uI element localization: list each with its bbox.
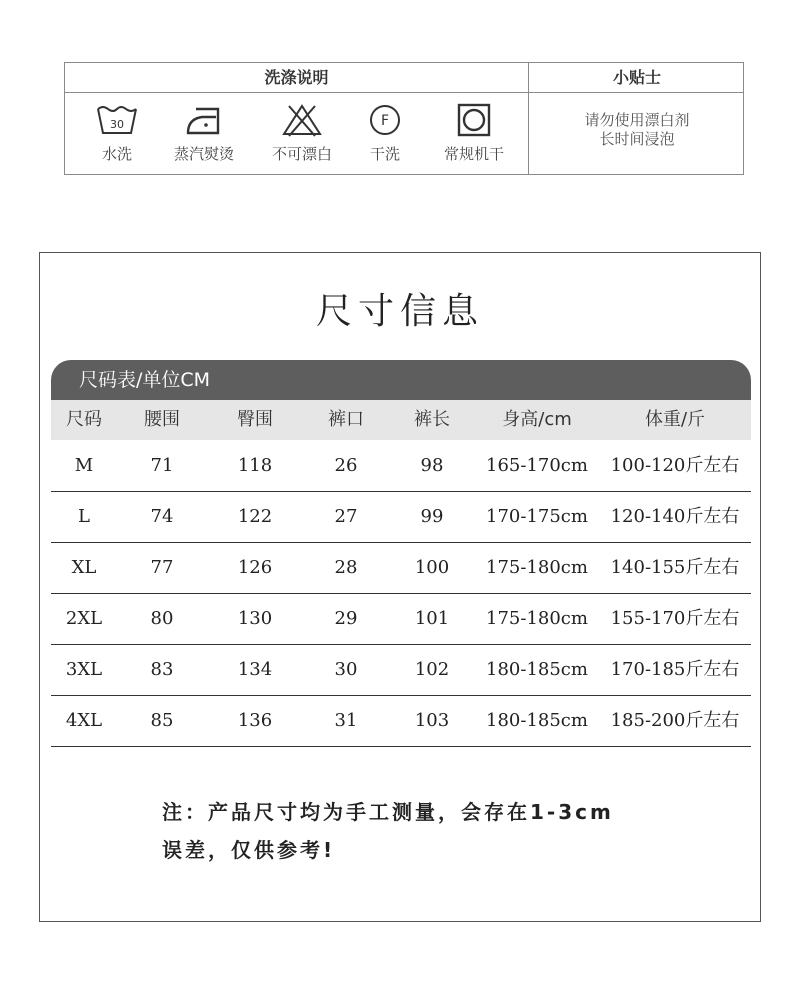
- table-cell: 28: [334, 557, 358, 578]
- column-header: 裤口: [328, 409, 364, 430]
- table-cell: 77: [150, 557, 174, 578]
- table-cell: 120-140斤左右: [610, 506, 740, 527]
- table-cell: 140-155斤左右: [610, 557, 740, 578]
- measurement-note: [162, 793, 614, 869]
- care-item-steam-iron: [159, 103, 249, 164]
- column-header: 身高/cm: [502, 409, 572, 430]
- table-cell: 155-170斤左右: [610, 608, 740, 629]
- care-item-wash: [72, 103, 162, 164]
- column-header: 体重/斤: [644, 409, 706, 430]
- table-cell: 2XL: [65, 608, 103, 629]
- table-cell: 185-200斤左右: [610, 710, 740, 731]
- table-cell: 180-185cm: [486, 659, 588, 680]
- table-cell: 101: [414, 608, 450, 629]
- table-cell: 100: [414, 557, 450, 578]
- table-cell: 85: [150, 710, 174, 731]
- table-cell: 27: [334, 506, 358, 527]
- table-cell: 31: [334, 710, 358, 731]
- care-item-dry-clean: [340, 103, 430, 164]
- tumble-dry-icon: [452, 103, 496, 137]
- column-header: 腰围: [144, 409, 180, 430]
- care-label-tumble-dry: 常规机干: [443, 145, 504, 163]
- care-title: 洗涤说明: [264, 68, 329, 87]
- note-line: 注：产品尺寸均为手工测量，会存在1-3cm: [162, 800, 614, 824]
- column-header: 裤长: [414, 409, 450, 430]
- table-cell: 71: [150, 455, 174, 476]
- table-cell: 26: [334, 455, 358, 476]
- column-header: 臀围: [237, 409, 273, 430]
- care-item-tumble-dry: [429, 103, 519, 164]
- table-cell: 134: [237, 659, 273, 680]
- table-cell: 175-180cm: [486, 608, 588, 629]
- no-bleach-icon: [280, 103, 324, 137]
- care-label-no-bleach: 不可漂白: [271, 145, 332, 163]
- care-label-dry-clean: 干洗: [369, 145, 400, 163]
- table-cell: 118: [237, 455, 273, 476]
- dry-clean-icon: [363, 103, 407, 137]
- table-cell: 3XL: [65, 659, 103, 680]
- note-line: 误差，仅供参考!: [162, 838, 336, 862]
- table-cell: 4XL: [65, 710, 103, 731]
- care-label-steam-iron: 蒸汽熨烫: [173, 145, 234, 163]
- size-info-panel: [39, 252, 761, 922]
- table-cell: 30: [334, 659, 358, 680]
- table-cell: 102: [414, 659, 450, 680]
- size-table-header-bar: [51, 360, 751, 400]
- table-cell: 83: [150, 659, 174, 680]
- table-cell: 170-185斤左右: [610, 659, 740, 680]
- care-header-line: [65, 92, 743, 93]
- table-row: [51, 695, 751, 747]
- table-cell: 122: [237, 506, 273, 527]
- table-cell: 98: [420, 455, 444, 476]
- size-table-column-headers: [51, 400, 751, 440]
- table-row: [51, 644, 751, 696]
- table-cell: 80: [150, 608, 174, 629]
- table-cell: 180-185cm: [486, 710, 588, 731]
- table-cell: 74: [150, 506, 174, 527]
- table-cell: 170-175cm: [486, 506, 588, 527]
- column-header: 尺码: [66, 409, 102, 430]
- table-cell: M: [74, 455, 94, 476]
- table-cell: 136: [237, 710, 273, 731]
- tips-line: 请勿使用漂白剂: [584, 111, 690, 129]
- size-table-unit-label: 尺码表/单位CM: [79, 369, 211, 391]
- table-row: [51, 440, 751, 492]
- care-label-wash: 水洗: [101, 145, 132, 163]
- table-cell: XL: [71, 557, 97, 578]
- tips-text: [529, 111, 745, 149]
- table-cell: 100-120斤左右: [610, 455, 740, 476]
- table-cell: 103: [414, 710, 450, 731]
- table-cell: 175-180cm: [486, 557, 588, 578]
- table-cell: 29: [334, 608, 358, 629]
- wash-tub-icon: [95, 103, 139, 137]
- table-row: [51, 542, 751, 594]
- tips-title: 小贴士: [612, 68, 661, 87]
- table-cell: 99: [420, 506, 444, 527]
- wash-temp-text: 30: [110, 118, 124, 131]
- dry-clean-letter: F: [380, 113, 390, 129]
- table-cell: 130: [237, 608, 273, 629]
- steam-iron-icon: [182, 103, 226, 137]
- table-cell: 165-170cm: [486, 455, 588, 476]
- table-row: [51, 491, 751, 543]
- size-info-title: 尺寸信息: [315, 291, 484, 332]
- table-cell: 126: [237, 557, 273, 578]
- table-row: [51, 593, 751, 645]
- tips-line: 长时间浸泡: [599, 130, 675, 148]
- table-cell: L: [78, 506, 90, 527]
- care-instructions-box: [64, 62, 744, 175]
- care-item-no-bleach: [257, 103, 347, 164]
